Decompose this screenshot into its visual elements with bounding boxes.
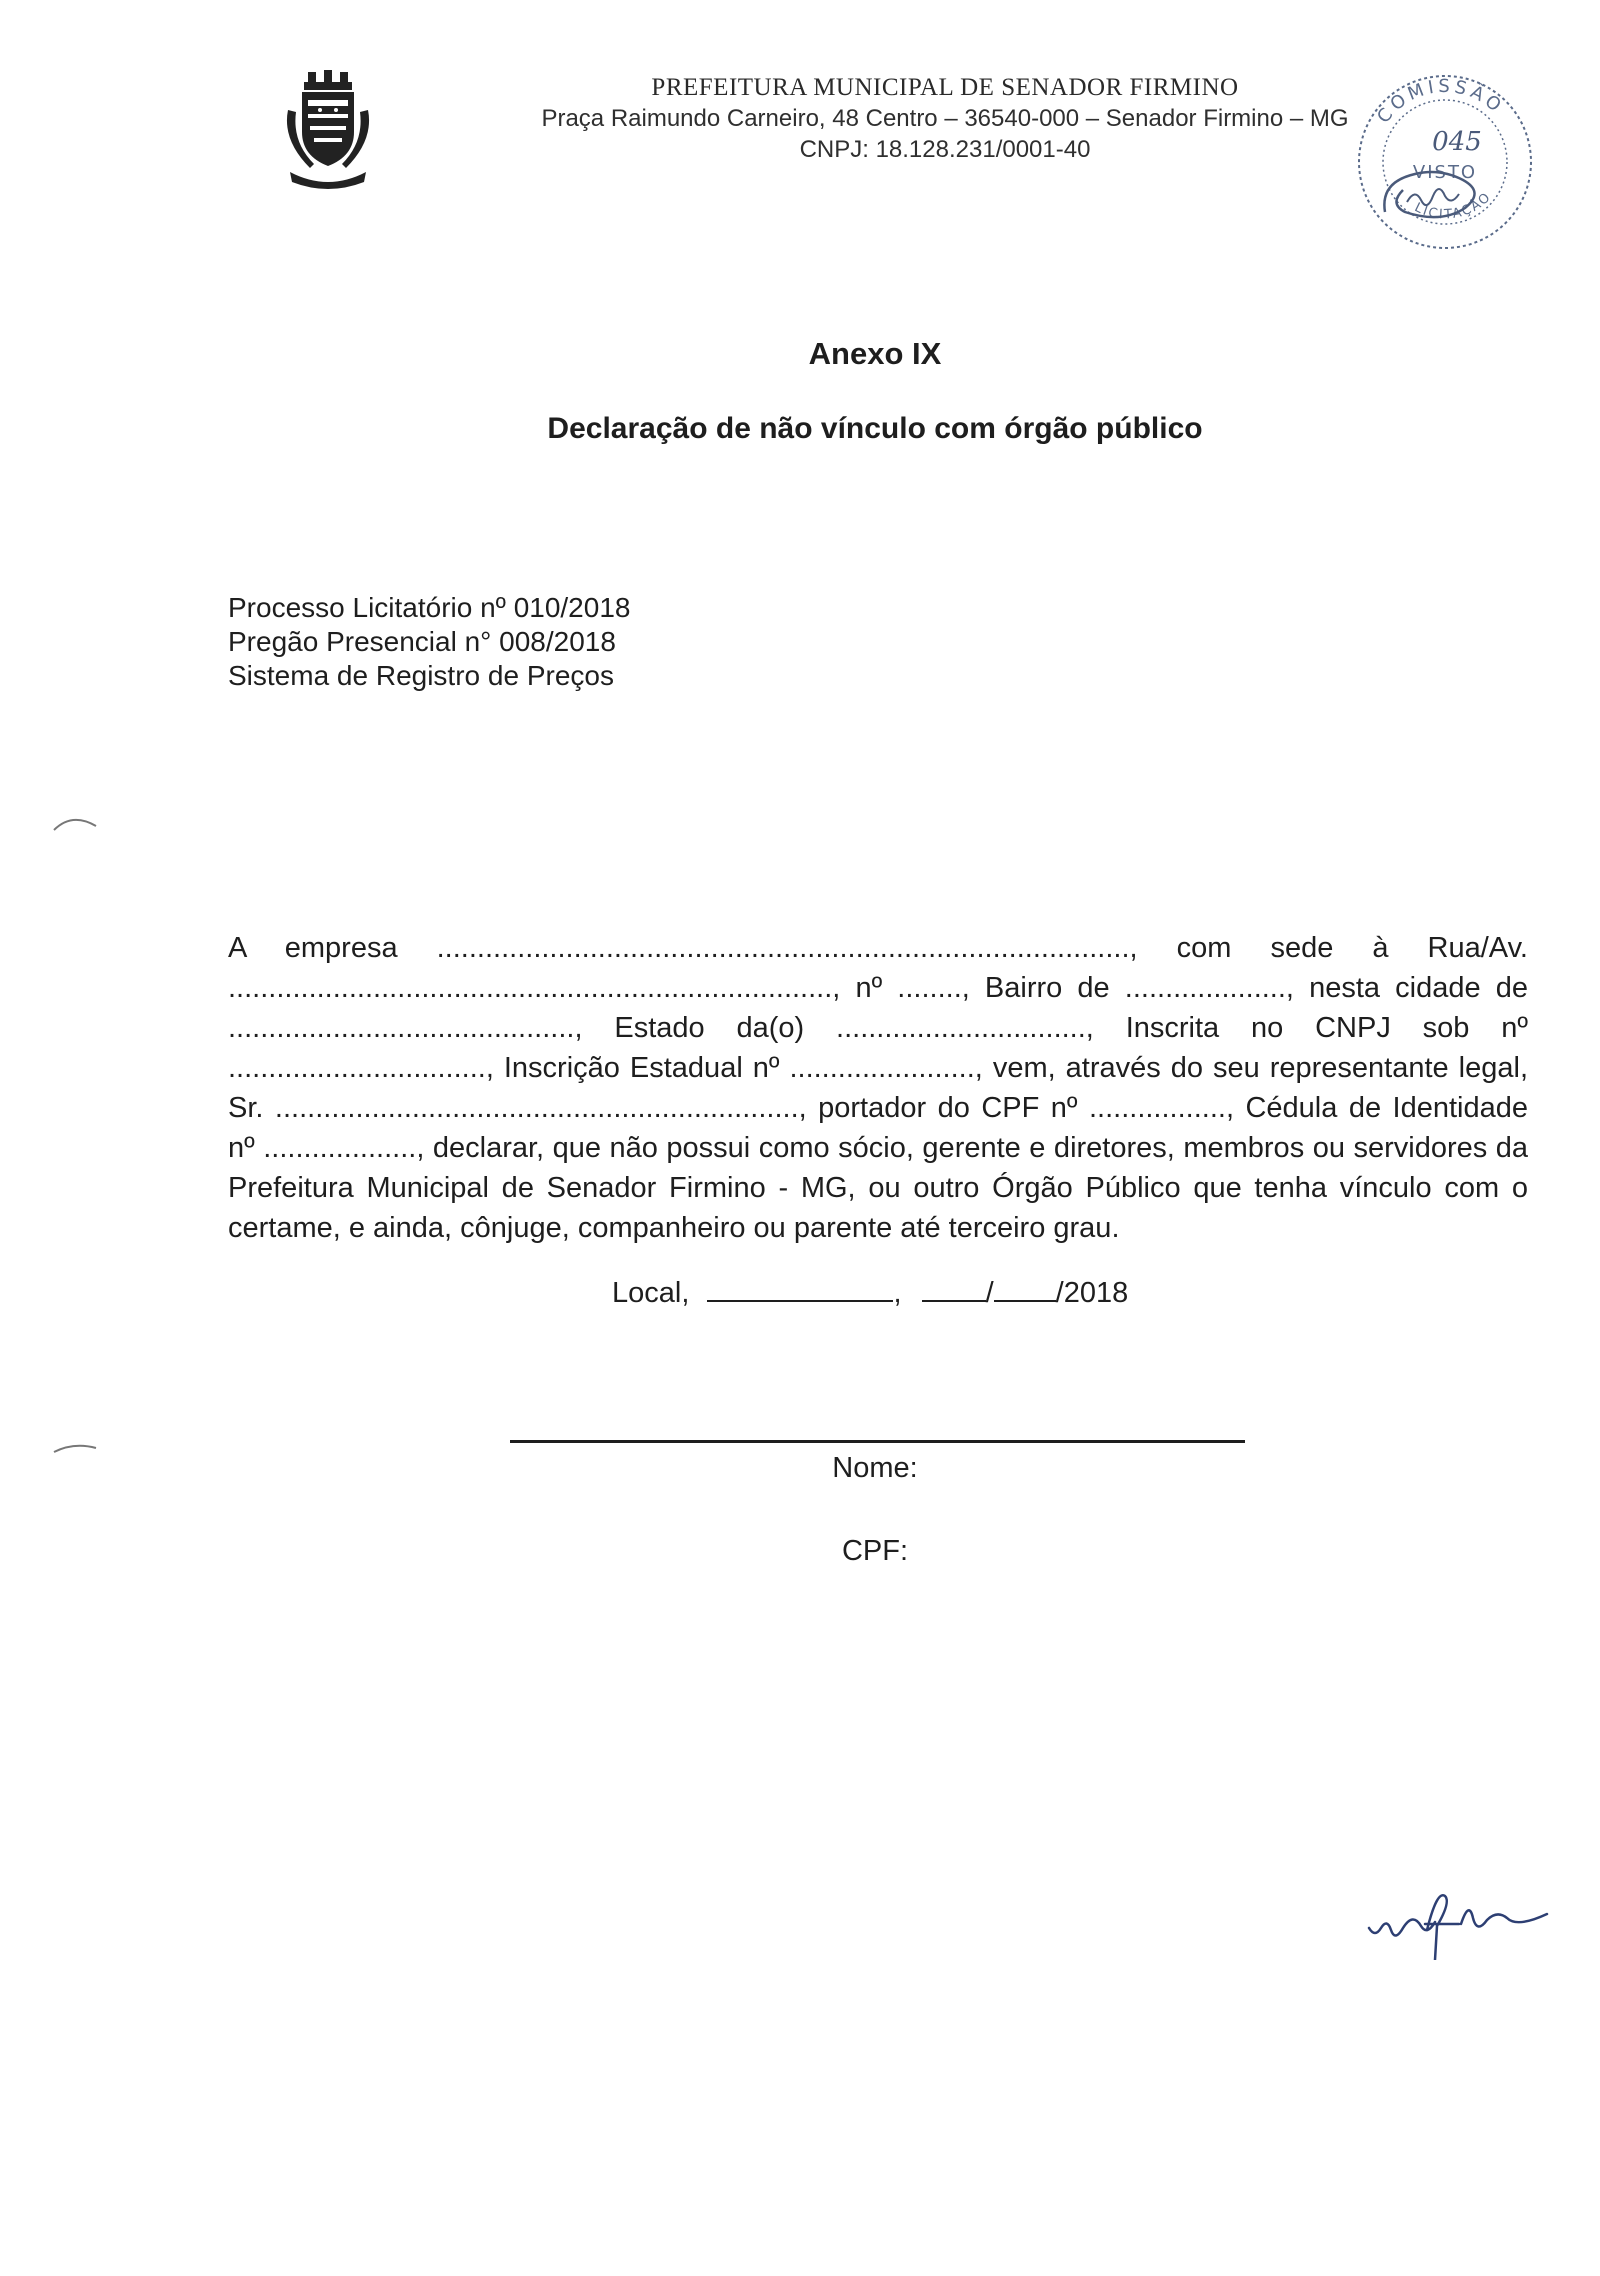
date-year: /2018 [1055, 1277, 1129, 1309]
signature-name-label: Nome: [832, 1452, 918, 1484]
process-number: Processo Licitatório nº 010/2018 [228, 592, 631, 623]
header-address: Praça Raimundo Carneiro, 48 Centro – 36540-000 – Senador Firmino – MG [541, 105, 1349, 132]
auction-number: Pregão Presencial n° 008/2018 [228, 626, 616, 657]
svg-text:COMISSÃO [1373, 76, 1508, 127]
municipal-coat-of-arms-icon [280, 70, 376, 190]
annex-title: Anexo IX [808, 336, 942, 371]
stamp-text-mid: VISTO [1412, 162, 1478, 183]
stamp-text-top: COMISSÃO [1373, 75, 1508, 128]
signature-line [510, 1440, 1245, 1443]
stamp-text-bottom: LICITAÇÃO [1412, 189, 1495, 223]
local-label: Local, [612, 1277, 690, 1309]
date-line [612, 1276, 1128, 1310]
local-blank [707, 1276, 893, 1302]
price-registry-system: Sistema de Registro de Preços [228, 660, 614, 691]
month-blank [994, 1276, 1056, 1302]
header-org-name: PREFEITURA MUNICIPAL DE SENADOR FIRMINO [651, 74, 1239, 101]
day-blank [922, 1276, 986, 1302]
header-cnpj: CNPJ: 18.128.231/0001-40 [799, 136, 1091, 163]
commission-stamp [1345, 62, 1545, 262]
signature-cpf-label: CPF: [841, 1535, 909, 1567]
handwritten-rubric [1365, 1890, 1555, 1960]
declaration-title: Declaração de não vínculo com órgão público [547, 412, 1203, 445]
date-slash: / [985, 1277, 994, 1309]
punch-hole-mark [52, 1436, 100, 1460]
punch-hole-mark [52, 810, 100, 834]
declaration-body: A empresa ......................................................................................, com sede à Rua/Av. ..........................................................................., nº ........, Bairro de ...................., nesta cidade de ..........................................., Estado da(o) ..............................., Inscrita no CNPJ sob nº ................................, Inscrição Estadual nº ......................., vem, através do seu representante legal, Sr. ................................................................., portador do CPF nº ................., Cédula de Identidade nº ..................., declarar, que não possui como sócio, gerente e diretores, membros ou servidores da Prefeitura Municipal de Senador Firmino - MG, ou outro Órgão Público que tenha vínculo com o certame, e ainda, cônjuge, companheiro ou parente até terceiro grau. [228, 932, 1528, 1244]
stamp-handwritten-number: 045 [1432, 127, 1482, 157]
date-comma: , [893, 1277, 902, 1309]
